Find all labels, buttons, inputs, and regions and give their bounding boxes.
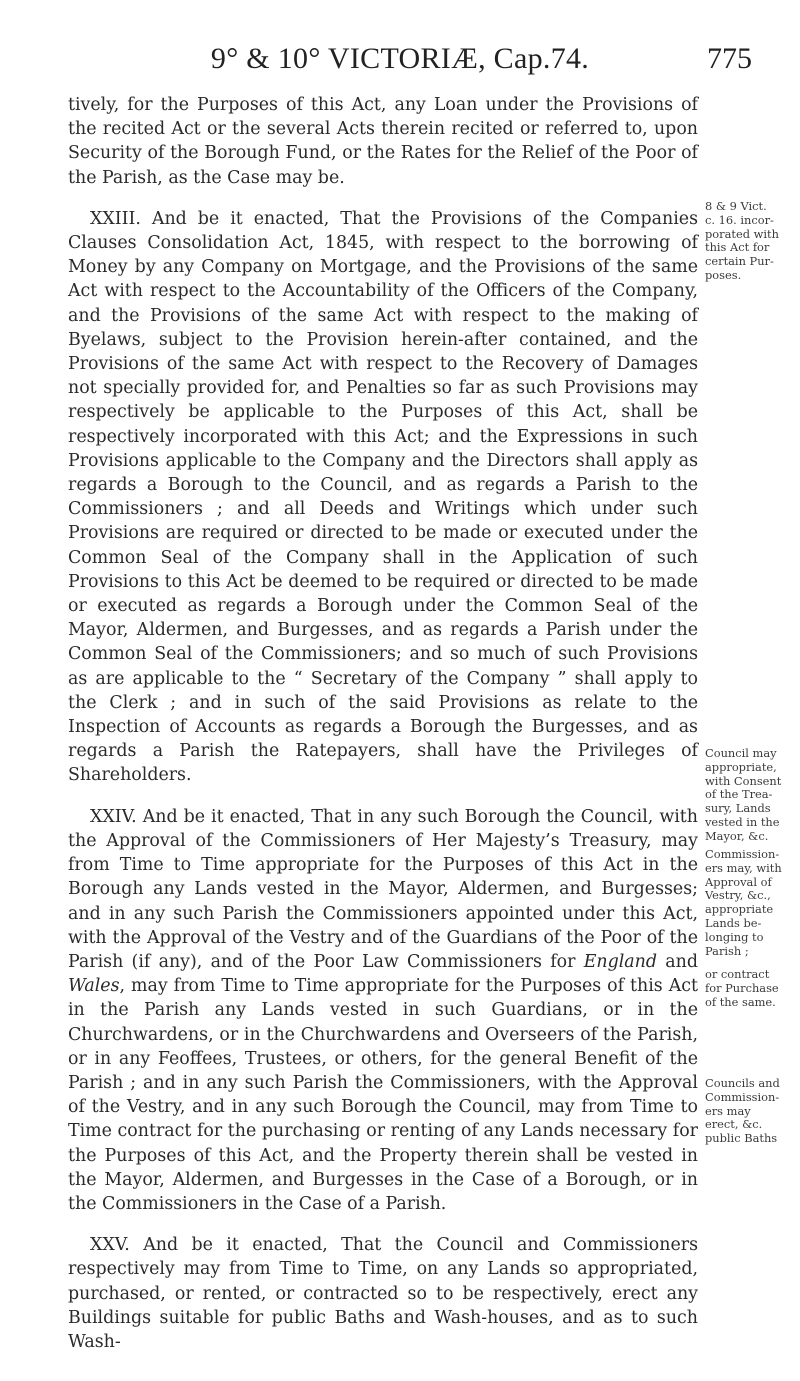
margin-line: erect, &c. xyxy=(705,1117,763,1132)
margin-line: Vestry, &c., xyxy=(705,888,771,903)
margin-line: Parish ; xyxy=(705,943,749,958)
section-xxiv-part-a: XXIV. And be it enacted, That in any such Borough the Council, with the Approval of the Commissioners of Her Majesty’s Treasury, may from Time to Time appropriate for the Purposes of this Act in the Borough any Lands vested in the Mayor, Aldermen, and Burgesses; and in any such Parish the Commissioners appointed under this Act, with the Approval of the Vestry and of the Guardians of the Poor of the Parish (if any), and of the Poor Law Commissioners for xyxy=(68,806,698,972)
paragraph-continuation: tively, for the Purposes of this Act, any Loan under the Provisions of the recited Act or the several Acts therein recited or referred to, upon Security of the Borough Fund, or the Rates for the Relief of the Poor of the Parish, as the Case may be. xyxy=(68,95,698,188)
margin-line: for Purchase xyxy=(705,980,779,995)
margin-line: of the Trea- xyxy=(705,787,773,802)
section-xxiv xyxy=(68,805,698,1216)
margin-line: Council may xyxy=(705,746,777,760)
margin-line: vested in the xyxy=(705,814,780,829)
margin-note-contract-purchase xyxy=(705,968,795,1009)
margin-line: ers may xyxy=(705,1103,751,1118)
section-xxiv-and: and xyxy=(657,951,698,972)
section-xxv: XXV. And be it enacted, That the Council and Commissioners respectively may from Time to Time, on any Lands so appropriated, purchased, or rented, or contracted so to be respectively, erect any Buildings suitable for public Baths and Wash-houses, and as to such Wash- xyxy=(68,1235,698,1352)
section-xxiii: XXIII. And be it enacted, That the Provisions of the Companies Clauses Consolidation Act, 1845, with respect to the borrowing of Money by any Company on Mortgage, and the Provisions of the same Act with respect to the Accountability of the Officers of the Company, and the Provisions of the same Act with respect to the making of Byelaws, subject to the Provision herein-after contained, and the Provisions of the same Act with respect to the Recovery of Damages not specially provided for, and Penalties so far as such Provisions may respectively be applicable to the Purposes of this Act, shall be respectively incorporated with this Act; and the Expressions in such Provisions applicable to the Company and the Directors shall apply as regards a Borough to the Council, and as regards a Parish to the Commissioners ; and all Deeds and Writings which under such Provisions are required or directed to be made or executed under the Common Seal of the Company shall in the Application of such Provisions to this Act be deemed to be required or directed to be made or executed as regards a Borough under the Common Seal of the Mayor, Aldermen, and Burgesses, and as regards a Parish under the Common Seal of the Commissioners; and so much of such Provisions as are applicable to the “ Secretary of the Company ” shall apply to the Clerk ; and in such of the said Provisions as relate to the Inspection of Accounts as regards a Borough the Burgesses, and as regards a Parish the Ratepayers, shall have the Privileges of Shareholders. xyxy=(68,208,698,786)
section-xxiv-part-b: , may from Time to Time appropriate for the Purposes of this Act in the Parish any Lands vested in such Guardians, or in the Churchwardens, or in the Churchwardens and Overseers of the Parish, or in any Feoffees, Trustees, or others, for the general Benefit of the Parish ; and in any such Parish the Commissioners, with the Approval of the Vestry, and in any such Borough the Council, may from Time to Time contract for the purchasing or renting of any Lands necessary for the Purposes of this Act, and the Property therein shall be vested in the Mayor, Aldermen, and Burgesses in the Case of a Borough, or in the Commissioners in the Case of a Parish. xyxy=(68,976,698,1214)
margin-line: Mayor, &c. xyxy=(705,828,769,843)
margin-line: public Baths xyxy=(705,1131,778,1146)
margin-line: appropriate xyxy=(705,902,774,917)
margin-line: Lands be- xyxy=(705,915,762,930)
margin-line: Councils and xyxy=(705,1076,780,1090)
running-title: 9° & 10° VICTORIÆ, Cap.74. xyxy=(210,42,590,75)
margin-line: 8 & 9 Vict. xyxy=(705,199,767,213)
margin-line: longing to xyxy=(705,929,764,944)
italic-wales: Wales xyxy=(68,976,120,997)
margin-line: this Act for xyxy=(705,240,770,255)
page-number: 775 xyxy=(707,42,752,75)
italic-england: England xyxy=(583,951,658,972)
margin-line: with Consent xyxy=(705,773,782,788)
margin-line: sury, Lands xyxy=(705,801,771,816)
margin-note-companies-act xyxy=(705,200,795,283)
page-header xyxy=(0,42,800,82)
margin-line: porated with xyxy=(705,226,779,241)
margin-line: Commission- xyxy=(705,1089,780,1104)
margin-note-public-baths xyxy=(705,1077,795,1146)
margin-line: poses. xyxy=(705,267,742,282)
margin-line: Commission- xyxy=(705,847,780,861)
margin-line: or contract xyxy=(705,967,770,981)
margin-line: c. 16. incor- xyxy=(705,212,774,227)
main-text xyxy=(68,93,698,1354)
margin-line: of the same. xyxy=(705,994,776,1009)
margin-note-council-appropriate xyxy=(705,747,795,844)
margin-note-commissioners-appropriate xyxy=(705,848,795,958)
margin-line: ers may, with xyxy=(705,860,782,875)
margin-line: appropriate, xyxy=(705,759,777,774)
margin-line: certain Pur- xyxy=(705,254,774,269)
margin-line: Approval of xyxy=(705,874,772,889)
